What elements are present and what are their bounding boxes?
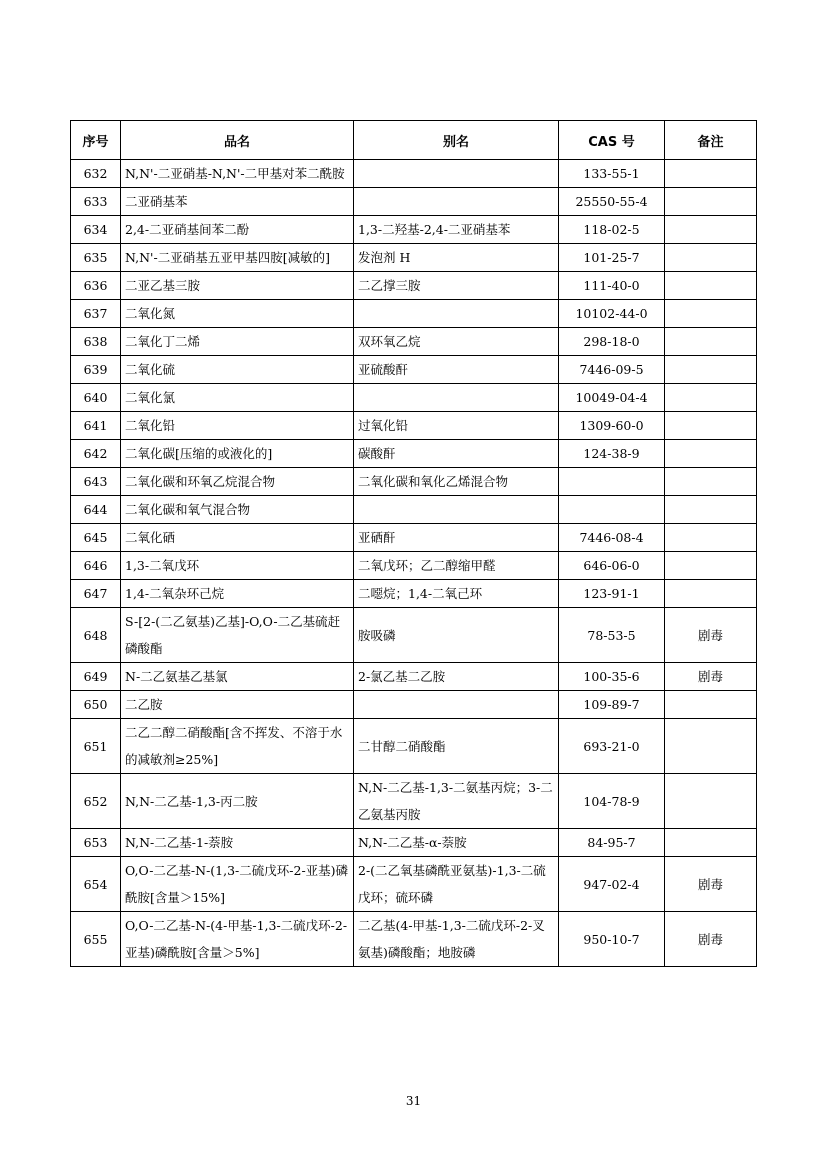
row-serial-number: 644 bbox=[71, 496, 121, 524]
row-alias bbox=[354, 384, 559, 412]
row-alias: 二乙基(4-甲基-1,3-二硫戊环-2-叉氨基)磷酸酯；地胺磷 bbox=[354, 912, 559, 967]
row-cas-number: 7446-08-4 bbox=[559, 524, 665, 552]
row-product-name: O,O-二乙基-N-(4-甲基-1,3-二硫戊环-2-亚基)磷酰胺[含量＞5%] bbox=[121, 912, 354, 967]
table-row bbox=[71, 412, 757, 440]
row-cas-number: 25550-55-4 bbox=[559, 188, 665, 216]
row-alias: 发泡剂 H bbox=[354, 244, 559, 272]
row-alias: 2-(二乙氧基磷酰亚氨基)-1,3-二硫戊环；硫环磷 bbox=[354, 857, 559, 912]
row-remarks bbox=[665, 188, 757, 216]
row-cas-number: 104-78-9 bbox=[559, 774, 665, 829]
row-remarks bbox=[665, 774, 757, 829]
table-row bbox=[71, 719, 757, 774]
table-header-row bbox=[71, 121, 757, 160]
row-serial-number: 639 bbox=[71, 356, 121, 384]
row-alias: 1,3-二羟基-2,4-二亚硝基苯 bbox=[354, 216, 559, 244]
row-cas-number: 78-53-5 bbox=[559, 608, 665, 663]
header-cas-number: CAS 号 bbox=[559, 121, 665, 160]
row-alias: 二氧化碳和氧化乙烯混合物 bbox=[354, 468, 559, 496]
row-serial-number: 654 bbox=[71, 857, 121, 912]
row-alias: 2-氯乙基二乙胺 bbox=[354, 663, 559, 691]
row-remarks bbox=[665, 524, 757, 552]
row-cas-number: 10049-04-4 bbox=[559, 384, 665, 412]
row-product-name: N-二乙氨基乙基氯 bbox=[121, 663, 354, 691]
row-product-name: N,N'-二亚硝基-N,N'-二甲基对苯二酰胺 bbox=[121, 160, 354, 188]
row-serial-number: 655 bbox=[71, 912, 121, 967]
row-serial-number: 647 bbox=[71, 580, 121, 608]
row-alias: 亚硫酸酐 bbox=[354, 356, 559, 384]
header-product-name: 品名 bbox=[121, 121, 354, 160]
row-remarks bbox=[665, 412, 757, 440]
row-cas-number: 100-35-6 bbox=[559, 663, 665, 691]
table-row bbox=[71, 272, 757, 300]
row-serial-number: 632 bbox=[71, 160, 121, 188]
row-cas-number: 123-91-1 bbox=[559, 580, 665, 608]
row-product-name: 二亚硝基苯 bbox=[121, 188, 354, 216]
row-remarks bbox=[665, 384, 757, 412]
table-row bbox=[71, 829, 757, 857]
row-remarks bbox=[665, 328, 757, 356]
row-cas-number: 646-06-0 bbox=[559, 552, 665, 580]
row-product-name: 1,4-二氧杂环己烷 bbox=[121, 580, 354, 608]
row-product-name: 二亚乙基三胺 bbox=[121, 272, 354, 300]
row-product-name: 二氧化丁二烯 bbox=[121, 328, 354, 356]
header-serial-number: 序号 bbox=[71, 121, 121, 160]
table-row bbox=[71, 524, 757, 552]
row-alias bbox=[354, 300, 559, 328]
row-alias bbox=[354, 691, 559, 719]
row-serial-number: 650 bbox=[71, 691, 121, 719]
table-body bbox=[71, 160, 757, 967]
row-remarks bbox=[665, 580, 757, 608]
row-remarks: 剧毒 bbox=[665, 608, 757, 663]
row-alias: 双环氧乙烷 bbox=[354, 328, 559, 356]
row-product-name: 1,3-二氧戊环 bbox=[121, 552, 354, 580]
row-serial-number: 633 bbox=[71, 188, 121, 216]
row-remarks bbox=[665, 496, 757, 524]
table-row bbox=[71, 300, 757, 328]
chemicals-table bbox=[70, 120, 757, 967]
table-row bbox=[71, 663, 757, 691]
row-serial-number: 651 bbox=[71, 719, 121, 774]
row-alias: 亚硒酐 bbox=[354, 524, 559, 552]
table-row bbox=[71, 440, 757, 468]
row-remarks bbox=[665, 829, 757, 857]
table-row bbox=[71, 216, 757, 244]
row-cas-number: 950-10-7 bbox=[559, 912, 665, 967]
row-serial-number: 648 bbox=[71, 608, 121, 663]
row-product-name: S-[2-(二乙氨基)乙基]-O,O-二乙基硫赶磷酸酯 bbox=[121, 608, 354, 663]
row-product-name: 二氧化氮 bbox=[121, 300, 354, 328]
table-row bbox=[71, 160, 757, 188]
row-remarks bbox=[665, 719, 757, 774]
table-row bbox=[71, 691, 757, 719]
table-row bbox=[71, 496, 757, 524]
row-product-name: O,O-二乙基-N-(1,3-二硫戊环-2-亚基)磷酰胺[含量＞15%] bbox=[121, 857, 354, 912]
row-serial-number: 643 bbox=[71, 468, 121, 496]
row-product-name: 二氧化铅 bbox=[121, 412, 354, 440]
row-alias: 二甘醇二硝酸酯 bbox=[354, 719, 559, 774]
row-serial-number: 646 bbox=[71, 552, 121, 580]
header-remarks: 备注 bbox=[665, 121, 757, 160]
row-serial-number: 634 bbox=[71, 216, 121, 244]
row-remarks: 剧毒 bbox=[665, 857, 757, 912]
table-row bbox=[71, 912, 757, 967]
row-cas-number: 947-02-4 bbox=[559, 857, 665, 912]
row-product-name: 二氧化硫 bbox=[121, 356, 354, 384]
row-product-name: 二氧化碳[压缩的或液化的] bbox=[121, 440, 354, 468]
row-cas-number: 111-40-0 bbox=[559, 272, 665, 300]
row-serial-number: 653 bbox=[71, 829, 121, 857]
row-cas-number: 101-25-7 bbox=[559, 244, 665, 272]
row-remarks: 剧毒 bbox=[665, 663, 757, 691]
row-product-name: N,N-二乙基-1,3-丙二胺 bbox=[121, 774, 354, 829]
row-product-name: 二氧化氯 bbox=[121, 384, 354, 412]
row-cas-number bbox=[559, 496, 665, 524]
row-product-name: 二氧化碳和氧气混合物 bbox=[121, 496, 354, 524]
table-row bbox=[71, 188, 757, 216]
table-row bbox=[71, 384, 757, 412]
row-alias: N,N-二乙基-α-萘胺 bbox=[354, 829, 559, 857]
row-alias bbox=[354, 160, 559, 188]
table-row bbox=[71, 774, 757, 829]
table-row bbox=[71, 244, 757, 272]
row-alias: 过氧化铅 bbox=[354, 412, 559, 440]
row-product-name: 二氧化硒 bbox=[121, 524, 354, 552]
row-product-name: 二氧化碳和环氧乙烷混合物 bbox=[121, 468, 354, 496]
row-cas-number: 1309-60-0 bbox=[559, 412, 665, 440]
row-remarks bbox=[665, 272, 757, 300]
row-cas-number: 10102-44-0 bbox=[559, 300, 665, 328]
row-serial-number: 641 bbox=[71, 412, 121, 440]
row-remarks: 剧毒 bbox=[665, 912, 757, 967]
row-alias bbox=[354, 188, 559, 216]
row-cas-number: 693-21-0 bbox=[559, 719, 665, 774]
row-serial-number: 645 bbox=[71, 524, 121, 552]
row-cas-number bbox=[559, 468, 665, 496]
row-remarks bbox=[665, 216, 757, 244]
table-row bbox=[71, 328, 757, 356]
row-cas-number: 124-38-9 bbox=[559, 440, 665, 468]
table-row bbox=[71, 356, 757, 384]
row-alias: 二噁烷；1,4-二氧己环 bbox=[354, 580, 559, 608]
row-product-name: 2,4-二亚硝基间苯二酚 bbox=[121, 216, 354, 244]
row-product-name: N,N-二乙基-1-萘胺 bbox=[121, 829, 354, 857]
table-row bbox=[71, 468, 757, 496]
row-remarks bbox=[665, 440, 757, 468]
row-product-name: 二乙二醇二硝酸酯[含不挥发、不溶于水的减敏剂≥25%] bbox=[121, 719, 354, 774]
row-cas-number: 118-02-5 bbox=[559, 216, 665, 244]
row-serial-number: 638 bbox=[71, 328, 121, 356]
page-number: 31 bbox=[405, 1094, 422, 1108]
row-serial-number: 649 bbox=[71, 663, 121, 691]
row-alias: 碳酸酐 bbox=[354, 440, 559, 468]
row-cas-number: 298-18-0 bbox=[559, 328, 665, 356]
row-serial-number: 635 bbox=[71, 244, 121, 272]
row-remarks bbox=[665, 552, 757, 580]
row-alias bbox=[354, 496, 559, 524]
row-serial-number: 637 bbox=[71, 300, 121, 328]
row-product-name: 二乙胺 bbox=[121, 691, 354, 719]
row-serial-number: 640 bbox=[71, 384, 121, 412]
row-remarks bbox=[665, 300, 757, 328]
row-alias: 胺吸磷 bbox=[354, 608, 559, 663]
row-remarks bbox=[665, 160, 757, 188]
row-serial-number: 652 bbox=[71, 774, 121, 829]
row-serial-number: 642 bbox=[71, 440, 121, 468]
row-alias: 二乙撑三胺 bbox=[354, 272, 559, 300]
row-cas-number: 7446-09-5 bbox=[559, 356, 665, 384]
table-row bbox=[71, 608, 757, 663]
table-row bbox=[71, 552, 757, 580]
row-alias: 二氧戊环；乙二醇缩甲醛 bbox=[354, 552, 559, 580]
row-remarks bbox=[665, 356, 757, 384]
row-cas-number: 133-55-1 bbox=[559, 160, 665, 188]
row-product-name: N,N'-二亚硝基五亚甲基四胺[减敏的] bbox=[121, 244, 354, 272]
row-remarks bbox=[665, 691, 757, 719]
row-alias: N,N-二乙基-1,3-二氨基丙烷；3-二乙氨基丙胺 bbox=[354, 774, 559, 829]
header-alias: 别名 bbox=[354, 121, 559, 160]
table-row bbox=[71, 857, 757, 912]
row-serial-number: 636 bbox=[71, 272, 121, 300]
row-cas-number: 84-95-7 bbox=[559, 829, 665, 857]
row-remarks bbox=[665, 468, 757, 496]
row-remarks bbox=[665, 244, 757, 272]
row-cas-number: 109-89-7 bbox=[559, 691, 665, 719]
table-row bbox=[71, 580, 757, 608]
